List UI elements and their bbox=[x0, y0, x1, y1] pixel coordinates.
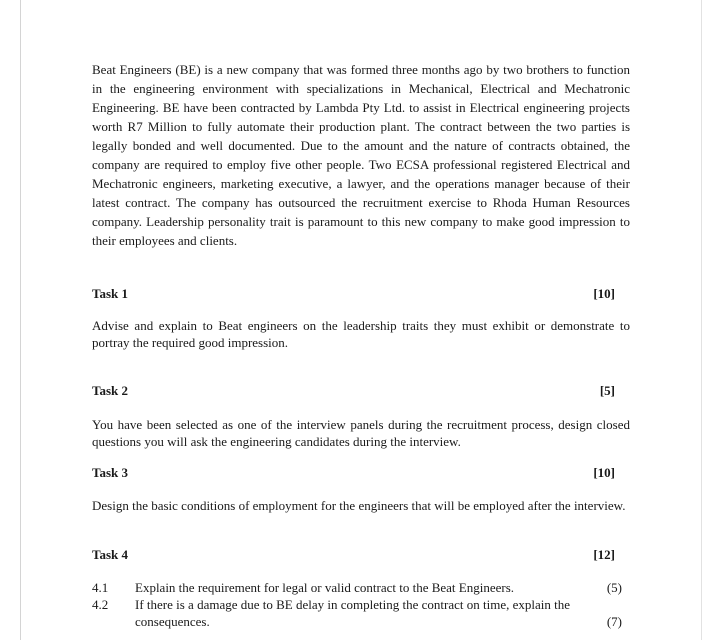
task-3-mark: [10] bbox=[593, 465, 615, 480]
task-2-mark: [5] bbox=[599, 383, 615, 398]
task-2-body: You have been selected as one of the interview panels during the recruitment process, design closed questions you will ask the engineering candidates during the interview. bbox=[92, 417, 630, 449]
subtask-4-1 bbox=[92, 579, 630, 596]
subtask-4-1-text: Explain the requirement for legal or valid contract to the Beat Engineers. bbox=[135, 580, 515, 595]
subtask-4-1-mark: (5) bbox=[606, 580, 622, 595]
subtask-4-2-text-continued: consequences. bbox=[135, 614, 210, 629]
task-4-mark: [12] bbox=[593, 547, 615, 562]
task-1-mark: [10] bbox=[593, 286, 615, 301]
task-3-body: Design the basic conditions of employment for the engineers that will be employed after the interview. bbox=[92, 498, 626, 513]
task-2-title: Task 2 bbox=[92, 383, 129, 398]
task-2-heading bbox=[92, 382, 615, 400]
page-right-edge bbox=[701, 0, 702, 640]
task-3-title: Task 3 bbox=[92, 465, 129, 480]
page-left-edge bbox=[20, 0, 21, 640]
intro-paragraph: Beat Engineers (BE) is a new company that was formed three months ago by two brothers to function in the engineering environment with specializations in Mechanical, Electrical and Mechatronic Engineering. BE have been contracted by Lambda Pty Ltd. to assist in Electrical engineering projects worth R7 Million to fully automate their production plant. The contract between the two parties is legally bonded and well documented. Due to the amount and the nature of contracts obtained, the company are required to employ five other people. Two ECSA professional registered Electrical and Mechatronic engineers, marketing executive, a lawyer, and the operations manager because of their latest contract. The company has outsourced the recruitment exercise to Rhoda Human Resources company. Leadership personality trait is paramount to this new company to make good impression to their employees and clients. bbox=[92, 62, 630, 248]
subtask-4-2-text: If there is a damage due to BE delay in completing the contract on time, explain the bbox=[135, 597, 570, 612]
task-1-title: Task 1 bbox=[92, 286, 129, 301]
subtask-4-1-number: 4.1 bbox=[92, 580, 109, 595]
task-3-heading bbox=[92, 464, 615, 482]
subtask-4-2 bbox=[92, 596, 630, 630]
subtask-4-2-mark: (7) bbox=[606, 614, 622, 629]
task-4-title: Task 4 bbox=[92, 547, 129, 562]
task-1-heading bbox=[92, 285, 615, 303]
task-4-heading bbox=[92, 546, 615, 564]
task-1-body: Advise and explain to Beat engineers on the leadership traits they must exhibit or demonstrate to portray the required good impression. bbox=[92, 318, 630, 350]
subtask-4-2-number: 4.2 bbox=[92, 597, 109, 612]
